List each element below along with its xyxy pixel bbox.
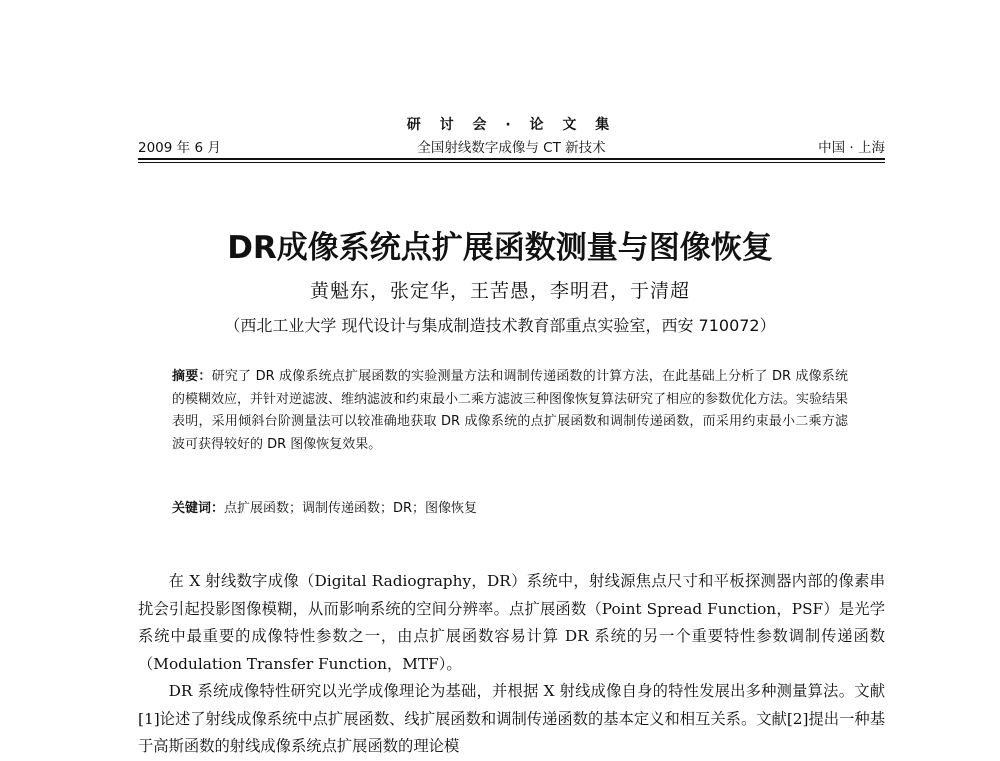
header-rule-thick (138, 158, 885, 160)
header-rule-thin (138, 162, 885, 163)
publication-date: 2009 年 6 月 (138, 140, 221, 156)
header-row (138, 136, 885, 154)
body-paragraph: 在 X 射线数字成像（Digital Radiography，DR）系统中，射线源焦点尺寸和平板探测器内部的像素串扰会引起投影图像模糊，从而影响系统的空间分辨率。点扩展函数（Point Spread Function，PSF）是光学系统中最重要的成像特性参数之一，由点扩展函数容易计算 DR 系统的另一个重要特性参数调制传递函数（Modulation Transfer Function，MTF）。 (138, 572, 885, 673)
keywords-label: 关键词： (172, 501, 225, 516)
abstract-label: 摘要： (172, 369, 212, 384)
proceedings-subtitle: 全国射线数字成像与 CT 新技术 (417, 140, 606, 156)
paper-title: DR成像系统点扩展函数测量与图像恢复 (227, 230, 773, 266)
conference-place: 中国 · 上海 (818, 140, 885, 156)
abstract-text: 研究了 DR 成像系统点扩展函数的实验测量方法和调制传递函数的计算方法，在此基础上分析了 DR 成像系统的模糊效应，并针对逆滤波、维纳滤波和约束最小二乘方滤波三种图像恢复算法研究了相应的参数优化方法。实验结果表明，采用倾斜台阶测量法可以较准确地获取 DR 成像系统的点扩展函数和调制传递函数，而采用约束最小二乘方滤波可获得较好的 DR 图像恢复效果。 (172, 369, 849, 452)
keywords (172, 498, 848, 520)
paper-affiliation: （西北工业大学 现代设计与集成制造技术教育部重点实验室，西安 710072） (224, 316, 776, 335)
abstract (172, 366, 848, 456)
keywords-text: 点扩展函数；调制传递函数；DR；图像恢复 (224, 501, 478, 516)
body-paragraph: DR 系统成像特性研究以光学成像理论为基础，并根据 X 射线成像自身的特性发展出多种测量算法。文献[1]论述了射线成像系统中点扩展函数、线扩展函数和调制传递函数的基本定义和相互关系。文献[2]提出一种基于高斯函数的射线成像系统点扩展函数的理论模 (138, 682, 885, 755)
conference-label: 研 讨 会 · 论 文 集 (406, 117, 617, 133)
running-header (138, 112, 885, 162)
paper-authors: 黄魁东，张定华，王苦愚，李明君，于清超 (309, 280, 690, 302)
body-text (138, 568, 885, 761)
